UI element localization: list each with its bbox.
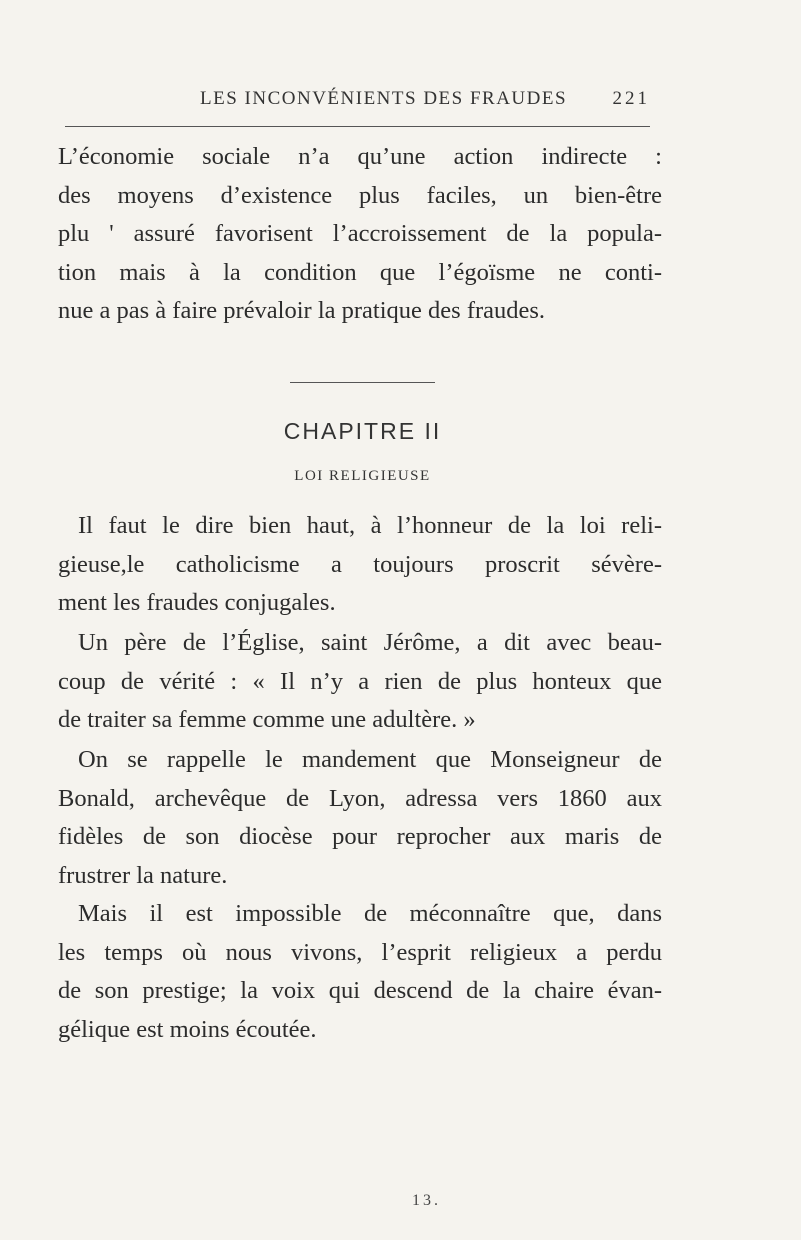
page-number: 221 <box>612 88 650 109</box>
text-line: ment les fraudes conjugales. <box>58 589 336 617</box>
paragraph-3 <box>58 624 662 740</box>
text-line: gieuse,le catholicisme a toujours proscrit sévère- <box>58 550 662 578</box>
text-line: des moyens d’existence plus faciles, un bien-être <box>58 181 662 209</box>
paragraph-5 <box>58 895 662 1049</box>
text-line: gélique est moins écoutée. <box>58 1015 317 1043</box>
text-line: de traiter sa femme comme une adultère. » <box>58 706 476 734</box>
paragraph-4 <box>58 741 662 895</box>
text-line: Il faut le dire bien haut, à l’honneur de la loi reli- <box>78 512 662 539</box>
text-line: Mais il est impossible de méconnaître que, dans <box>78 900 662 927</box>
text-line: les temps où nous vivons, l’esprit religieux a perdu <box>58 938 662 966</box>
paragraph-2 <box>58 507 662 623</box>
text-line: coup de vérité : « Il n’y a rien de plus honteux que <box>58 667 662 695</box>
text-line: plu ' assuré favorisent l’accroissement de la popula- <box>58 220 662 248</box>
chapter-heading: CHAPITRE II <box>283 418 442 444</box>
text-line: L’économie sociale n’a qu’une action indirecte : <box>58 143 662 170</box>
chapter-subtitle: LOI RELIGIEUSE <box>294 468 431 484</box>
section-rule <box>290 382 435 383</box>
text-line: Un père de l’Église, saint Jérôme, a dit avec beau- <box>78 629 662 656</box>
text-line: frustrer la nature. <box>58 861 228 889</box>
header-rule <box>65 126 650 127</box>
running-title: LES INCONVÉNIENTS DES FRAUDES <box>200 88 568 109</box>
text-line: Bonald, archevêque de Lyon, adressa vers 1860 aux <box>58 784 662 812</box>
text-line: de son prestige; la voix qui descend de la chaire évan- <box>58 977 662 1005</box>
text-line: nue a pas à faire prévaloir la pratique des fraudes. <box>58 297 546 325</box>
paragraph-1 <box>58 138 662 331</box>
signature-mark: 13. <box>412 1192 441 1209</box>
text-line: On se rappelle le mandement que Monseigneur de <box>78 746 662 773</box>
text-line: tion mais à la condition que l’égoïsme ne conti- <box>58 258 662 286</box>
text-line: fidèles de son diocèse pour reprocher aux maris de <box>58 823 662 851</box>
